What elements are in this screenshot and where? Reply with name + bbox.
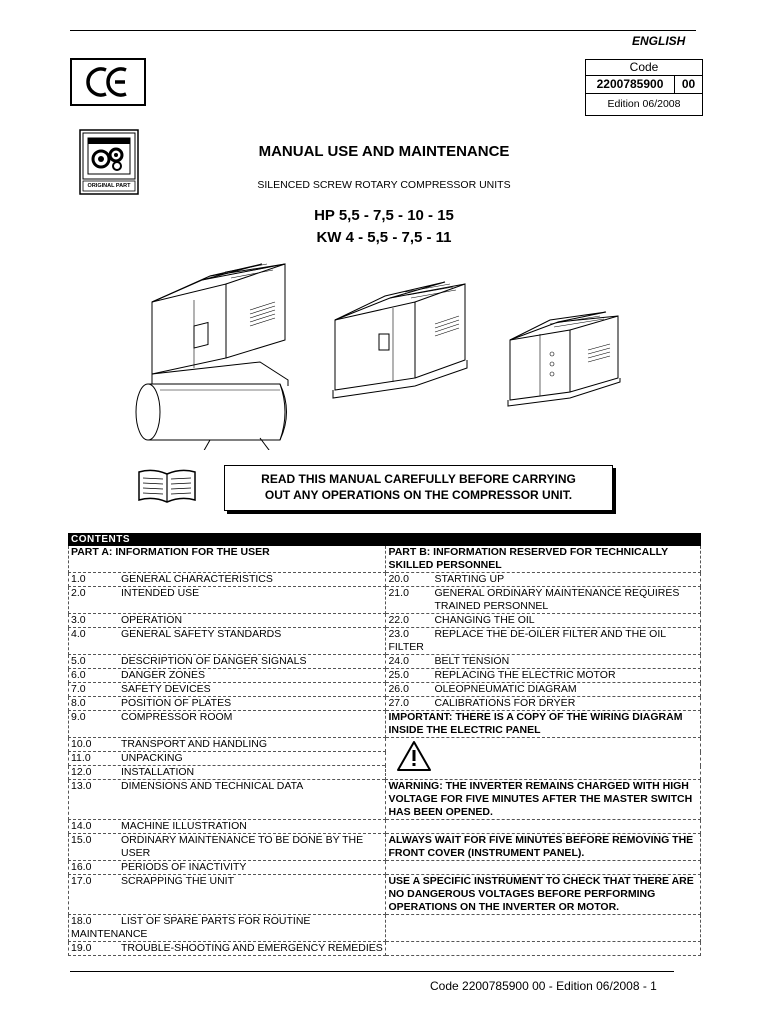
toc-item: 21.0 GENERAL ORDINARY MAINTENANCE REQUIRES TRAINED PERSONNEL: [386, 587, 701, 614]
code-label: Code: [586, 60, 702, 76]
page-title: MANUAL USE AND MAINTENANCE: [258, 143, 510, 160]
models-kw: KW 4 - 5,5 - 7,5 - 11: [316, 229, 452, 246]
toc-item: 11.0 UNPACKING: [69, 752, 386, 766]
toc-item: 25.0 REPLACING THE ELECTRIC MOTOR: [386, 669, 701, 683]
inverter-warning: WARNING: THE INVERTER REMAINS CHARGED WITH HIGH VOLTAGE FOR FIVE MINUTES AFTER THE MASTER SWITCH HAS BEEN OPENED.: [386, 780, 701, 820]
compressor-compact-unit: [508, 312, 620, 406]
toc-item: 14.0 MACHINE ILLUSTRATION: [69, 820, 386, 834]
read-manual-notice: [224, 465, 613, 511]
toc-item: 6.0 DANGER ZONES: [69, 669, 386, 683]
code-revision: 00: [681, 77, 696, 91]
contents-table: [68, 533, 701, 956]
original-part-label: ORIGINAL PART: [87, 183, 131, 189]
toc-item: 20.0 STARTING UP: [386, 573, 701, 587]
toc-item: 26.0 OLEOPNEUMATIC DIAGRAM: [386, 683, 701, 697]
document-code-box: [585, 59, 703, 116]
code-number: 2200785900: [586, 76, 675, 93]
compressor-floor-unit: [333, 282, 467, 398]
warning-icon-cell: [386, 738, 701, 780]
toc-item: 13.0 DIMENSIONS AND TECHNICAL DATA: [69, 780, 386, 820]
toc-item: 12.0 INSTALLATION: [69, 766, 386, 780]
toc-item: 19.0 TROUBLE-SHOOTING AND EMERGENCY REMEDIES: [69, 942, 386, 956]
empty-cell: [386, 942, 701, 956]
language-label: ENGLISH: [632, 34, 686, 48]
toc-item: 17.0 SCRAPPING THE UNIT: [69, 875, 386, 915]
toc-item: 2.0 INTENDED USE: [69, 587, 386, 614]
contents-heading: CONTENTS: [69, 534, 701, 546]
instrument-check-note: USE A SPECIFIC INSTRUMENT TO CHECK THAT THERE ARE NO DANGEROUS VOLTAGES BEFORE PERFORMING OPERATIONS ON THE INVERTER OR MOTOR.: [386, 875, 701, 915]
toc-item: 15.0 ORDINARY MAINTENANCE TO BE DONE BY THE USER: [69, 834, 386, 861]
page-footer: Code 2200785900 00 - Edition 06/2008 - 1: [430, 979, 657, 993]
part-a-heading: PART A: INFORMATION FOR THE USER: [69, 546, 386, 573]
toc-item: 23.0 REPLACE THE DE-OILER FILTER AND THE OIL FILTER: [386, 628, 701, 655]
toc-item: 27.0 CALIBRATIONS FOR DRYER: [386, 697, 701, 711]
page-subtitle: SILENCED SCREW ROTARY COMPRESSOR UNITS: [257, 179, 511, 191]
footer-rule: [70, 971, 674, 972]
toc-item: 5.0 DESCRIPTION OF DANGER SIGNALS: [69, 655, 386, 669]
compressor-with-tank: [136, 264, 288, 450]
empty-cell: [386, 861, 701, 875]
important-wiring-note: IMPORTANT: THERE IS A COPY OF THE WIRING DIAGRAM INSIDE THE ELECTRIC PANEL: [386, 711, 701, 738]
empty-cell: [386, 915, 701, 942]
read-manual-notice-line1: READ THIS MANUAL CAREFULLY BEFORE CARRYING: [261, 472, 576, 486]
top-rule: [70, 30, 696, 31]
toc-item: 22.0 CHANGING THE OIL: [386, 614, 701, 628]
toc-item: 16.0 PERIODS OF INACTIVITY: [69, 861, 386, 875]
ce-mark-logo: [70, 58, 146, 106]
toc-item: 4.0 GENERAL SAFETY STANDARDS: [69, 628, 386, 655]
edition-label: Edition 06/2008: [607, 98, 681, 110]
toc-item: 1.0 GENERAL CHARACTERISTICS: [69, 573, 386, 587]
toc-item: 9.0 COMPRESSOR ROOM: [69, 711, 386, 738]
toc-item: 18.0 LIST OF SPARE PARTS FOR ROUTINE MAINTENANCE: [69, 915, 386, 942]
compressor-illustrations: [130, 250, 640, 450]
warning-triangle-icon: [396, 740, 432, 772]
wait-five-minutes-note: ALWAYS WAIT FOR FIVE MINUTES BEFORE REMOVING THE FRONT COVER (INSTRUMENT PANEL).: [386, 834, 701, 861]
toc-item: 24.0 BELT TENSION: [386, 655, 701, 669]
toc-item: 10.0 TRANSPORT AND HANDLING: [69, 738, 386, 752]
empty-cell: [386, 820, 701, 834]
toc-item: 3.0 OPERATION: [69, 614, 386, 628]
toc-item: 7.0 SAFETY DEVICES: [69, 683, 386, 697]
models-hp: HP 5,5 - 7,5 - 10 - 15: [314, 207, 454, 224]
read-manual-notice-line2: OUT ANY OPERATIONS ON THE COMPRESSOR UNIT.: [264, 488, 573, 502]
ce-mark-icon: [72, 60, 144, 104]
open-book-icon: [137, 466, 197, 508]
toc-item: 8.0 POSITION OF PLATES: [69, 697, 386, 711]
part-b-heading: PART B: INFORMATION RESERVED FOR TECHNICALLY SKILLED PERSONNEL: [386, 546, 701, 573]
